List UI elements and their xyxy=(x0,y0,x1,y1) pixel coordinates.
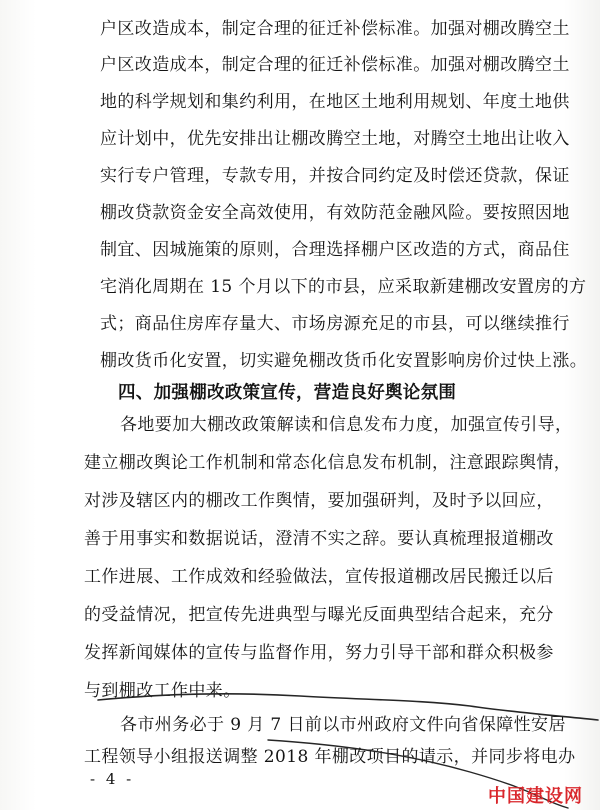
section-line-3: 对涉及辖区内的棚改工作舆情，要加强研判，及时予以回应， xyxy=(84,491,554,511)
text-line-8: 宅消化周期在 15 个月以下的市县，应采取新建棚改安置房的方 xyxy=(100,277,587,297)
section-heading: 四、加强棚改政策宣传，营造良好舆论氛围 xyxy=(118,383,457,403)
section-line-7: 发挥新闻媒体的宣传与监督作用，努力引导干部和群众积极参 xyxy=(84,643,554,663)
text-line-3: 地的科学规划和集约利用，在地区土地利用规划、年度土地供 xyxy=(100,92,570,112)
section-line-6: 的受益情况，把宣传先进典型与曝光反面典型结合起来，充分 xyxy=(84,605,554,625)
text-line-6: 棚改贷款资金安全高效使用，有效防范金融风险。要按照因地 xyxy=(100,203,570,223)
closing-line-2: 工程领导小组报送调整 2018 年棚改项目的请示，并同步将电办 xyxy=(84,747,576,767)
closing-line-1: 各市州务必于 9 月 7 日前以市州政府文件向省保障性安居 xyxy=(120,715,566,735)
section-line-1: 各地要加大棚改政策解读和信息发布力度，加强宣传引导， xyxy=(120,415,573,435)
text-line-10: 棚改货币化安置，切实避免棚改货币化安置影响房价过快上涨。 xyxy=(100,351,588,371)
text-line-9: 式；商品住房库存量大、市场房源充足的市县，可以继续推行 xyxy=(100,314,570,334)
text-line-2: 户区改造成本，制定合理的征迁补偿标准。加强对棚改腾空土 xyxy=(100,55,570,75)
section-line-2: 建立棚改舆论工作机制和常态化信息发布机制，注意跟踪舆情， xyxy=(84,453,572,473)
text-line-4: 应计划中，优先安排出让棚改腾空土地，对腾空土地出让收入 xyxy=(100,129,570,149)
section-line-5: 工作进展、工作成效和经验做法，宣传报道棚改居民搬迁以后 xyxy=(84,567,554,587)
svg-text:中国建设网: 中国建设网 xyxy=(488,786,583,807)
watermark-logo xyxy=(486,782,598,808)
text-line-1: 户区改造成本，制定合理的征迁补偿标准。加强对棚改腾空土 xyxy=(100,19,570,39)
text-line-7: 制宜、因城施策的原则，合理选择棚户区改造的方式，商品住 xyxy=(100,240,570,260)
text-line-5: 实行专户管理，专款专用，并按合同约定及时偿还贷款，保证 xyxy=(100,166,570,186)
section-line-8: 与到棚改工作中来。 xyxy=(84,681,241,701)
section-line-4: 善于用事实和数据说话，澄清不实之辞。要认真梳理报道棚改 xyxy=(84,529,554,549)
page-number: - 4 - xyxy=(90,770,135,788)
